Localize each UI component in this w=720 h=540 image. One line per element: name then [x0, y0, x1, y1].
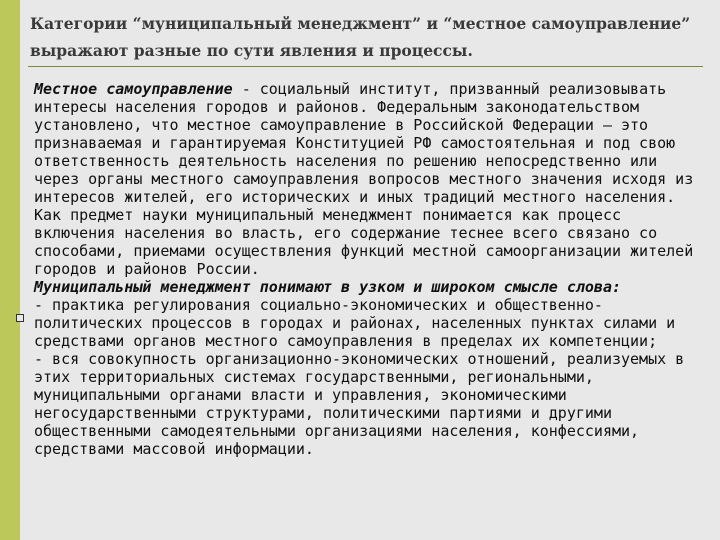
- term-dash: -: [232, 80, 260, 98]
- narrow-sense-item: - практика регулирования социально-экономических и общественно-политических процессов в городах и районах, населенных пунктах силами и средствами органов местного самоуправления в пределах их компетенции;: [34, 296, 676, 350]
- slide-body: [34, 80, 706, 458]
- left-accent-bar: [0, 0, 20, 540]
- broad-sense-item: - вся совокупность организационно-экономических отношений, реализуемых в этих территориальных системах государственными, региональными, муниципальными органами власти и управления, экономическими негосударственными структурами, политическими партиями и другими общественными самодеятельными организациями населения, конфессиями, средствами массовой информации.: [34, 350, 685, 458]
- paragraph-municipal-management: [34, 278, 706, 296]
- definition-text: социальный институт, призванный реализовывать интересы населения городов и районов. Федеральным законодательством установлено, что местное самоуправление в Российской Федерации — это признаваемая и гарантируемая Конституцией РФ самостоятельная и под свою ответственность деятельность населения по решению непосредственно или через органы местного самоуправления вопросов местного значения исходя из интересов жителей, его исторических и иных традиций местного населения.: [34, 80, 694, 206]
- term-local-self-government: Местное самоуправление: [34, 80, 233, 98]
- slide-title: [30, 10, 710, 64]
- title-divider: [28, 66, 703, 67]
- paragraph-local-self-government: [34, 80, 706, 206]
- title-line-1: Категории “муниципальный менеджмент” и “местное самоуправление”: [30, 14, 691, 33]
- paragraph-municipal-science: [34, 206, 706, 278]
- science-text: Как предмет науки муниципальный менеджмент понимается как процесс включения населения во власть, его содержание теснее всего связано со способами, приемами осуществления функций местной самоорганизации жителей городов и районов России.: [34, 206, 694, 278]
- title-line-2: выражают разные по сути явления и процессы.: [30, 41, 473, 60]
- square-bullet-icon: [16, 314, 24, 322]
- management-heading: Муниципальный менеджмент понимают в узком и широком смысле слова:: [34, 278, 621, 296]
